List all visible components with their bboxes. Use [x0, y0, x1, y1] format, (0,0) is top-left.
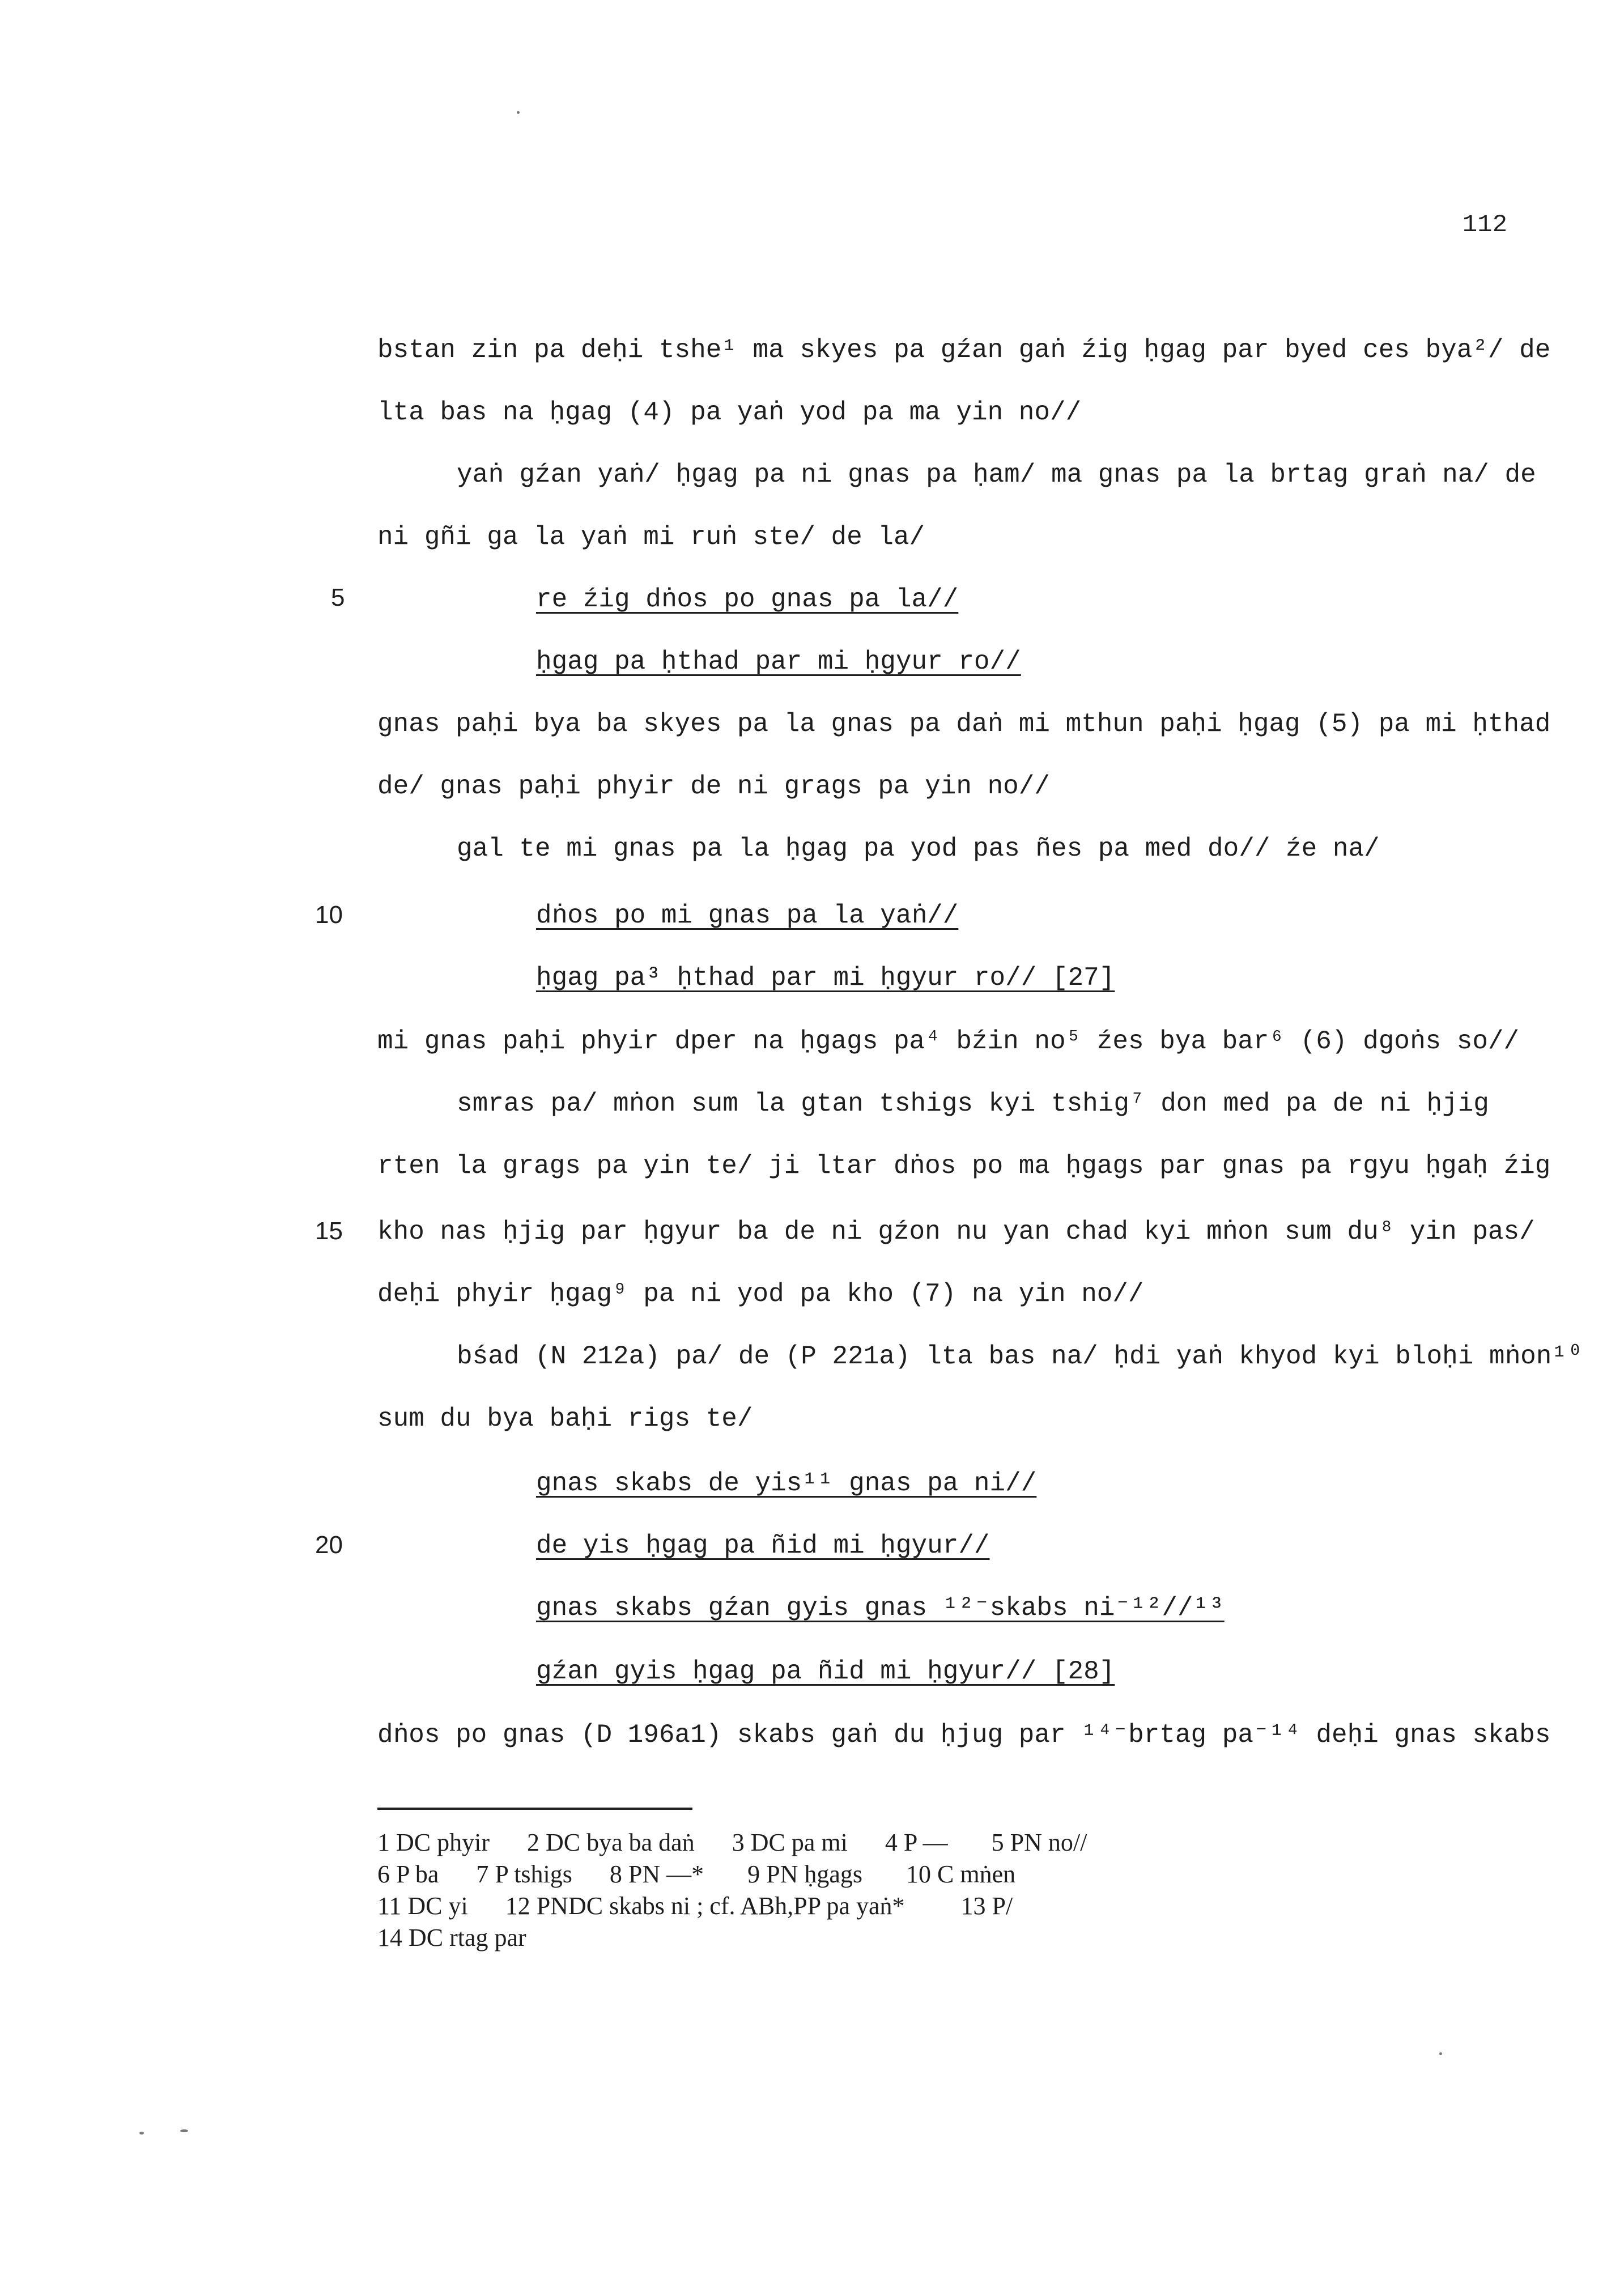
text-line: bśad (N 212a) pa/ de (P 221a) lta bas na/ ḥdi yaṅ khyod kyi bloḥi mṅon¹⁰	[457, 1342, 1583, 1371]
text-line: de/ gnas paḥi phyir de ni grags pa yin no//	[377, 772, 1050, 801]
text-line: smras pa/ mṅon sum la gtan tshigs kyi tshig⁷ don med pa de ni ḥjig	[457, 1089, 1489, 1119]
verse-line: dṅos po mi gnas pa la yaṅ//	[536, 901, 959, 930]
text-line: lta bas na ḥgag (4) pa yaṅ yod pa ma yin no//	[377, 398, 1082, 427]
text-line: kho nas ḥjig par ḥgyur ba de ni gźon nu yan chad kyi mṅon sum du⁸ yin pas/	[377, 1217, 1535, 1247]
scan-speck	[517, 111, 520, 114]
scan-speck	[1439, 2052, 1442, 2055]
verse-line: ḥgag pa³ ḥthad par mi ḥgyur ro// [27]	[536, 963, 1115, 993]
verse-line: gnas skabs gźan gyis gnas ¹²⁻skabs ni⁻¹²//¹³	[536, 1593, 1225, 1623]
text-line: gnas paḥi bya ba skyes pa la gnas pa daṅ mi mthun paḥi ḥgag (5) pa mi ḥthad	[377, 709, 1551, 739]
verse-line: ḥgag pa ḥthad par mi ḥgyur ro//	[536, 647, 1021, 677]
scan-speck	[139, 2132, 144, 2135]
footnote-line: 1 DC phyir 2 DC bya ba daṅ 3 DC pa mi 4 P — 5 PN no//	[377, 1829, 1087, 1856]
verse-line: de yis ḥgag pa ñid mi ḥgyur//	[536, 1531, 990, 1561]
scan-speck	[180, 2129, 188, 2132]
page-number: 112	[1462, 211, 1507, 239]
text-line: rten la grags pa yin te/ ji ltar dṅos po ma ḥgags par gnas pa rgyu ḥgaḥ źig	[377, 1151, 1551, 1181]
text-line: dṅos po gnas (D 196a1) skabs gaṅ du ḥjug par ¹⁴⁻brtag pa⁻¹⁴ deḥi gnas skabs	[377, 1720, 1551, 1750]
line-number: 20	[315, 1531, 343, 1559]
text-line: mi gnas paḥi phyir dper na ḥgags pa⁴ bźin no⁵ źes bya bar⁶ (6) dgoṅs so//	[377, 1027, 1520, 1056]
verse-line: gźan gyis ḥgag pa ñid mi ḥgyur// [28]	[536, 1657, 1115, 1686]
text-line: deḥi phyir ḥgag⁹ pa ni yod pa kho (7) na yin no//	[377, 1279, 1144, 1309]
footnote-line: 14 DC rtag par	[377, 1924, 526, 1951]
text-line: gal te mi gnas pa la ḥgag pa yod pas ñes pa med do// źe na/	[457, 834, 1380, 864]
verse-line: re źig dṅos po gnas pa la//	[536, 585, 959, 614]
text-line: sum du bya baḥi rigs te/	[377, 1404, 753, 1434]
line-number: 10	[315, 901, 343, 929]
footnote-line: 11 DC yi 12 PNDC skabs ni ; cf. ABh,PP pa yaṅ* 13 P/	[377, 1892, 1013, 1920]
text-line: ni gñi ga la yaṅ mi ruṅ ste/ de la/	[377, 522, 925, 552]
footnote-line: 6 P ba 7 P tshigs 8 PN —* 9 PN ḥgags 10 C mṅen	[377, 1860, 1016, 1888]
line-number: 15	[315, 1217, 343, 1245]
text-line: bstan zin pa deḥi tshe¹ ma skyes pa gźan gaṅ źig ḥgag par byed ces bya²/ de	[377, 335, 1551, 365]
footnote-separator	[377, 1808, 692, 1810]
verse-line: gnas skabs de yis¹¹ gnas pa ni//	[536, 1469, 1037, 1498]
text-line: yaṅ gźan yaṅ/ ḥgag pa ni gnas pa ḥam/ ma gnas pa la brtag graṅ na/ de	[457, 460, 1536, 490]
line-number: 5	[331, 584, 345, 611]
